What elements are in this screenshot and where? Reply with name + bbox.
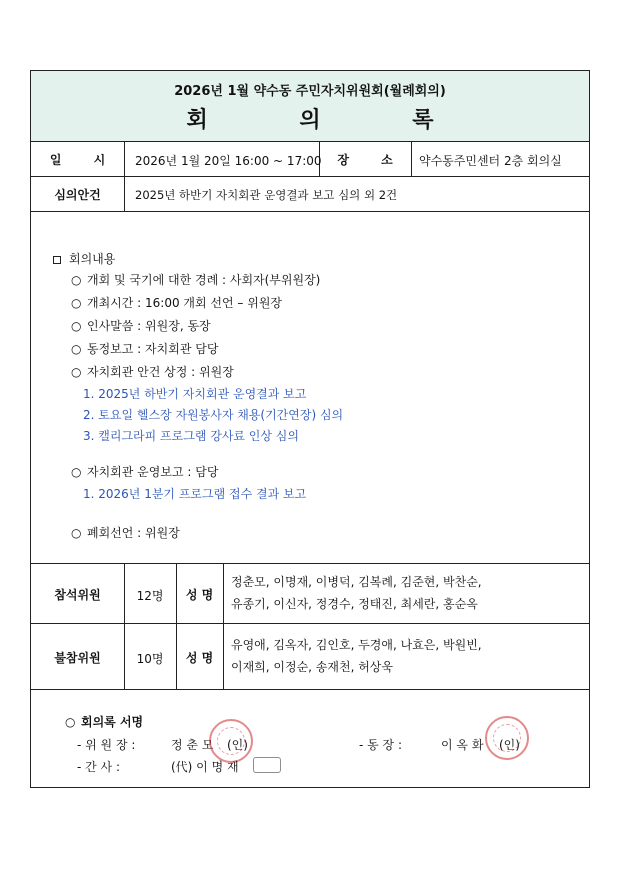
minutes-form <box>30 70 590 788</box>
content-heading <box>53 250 115 267</box>
content-item <box>71 317 211 334</box>
divider <box>124 563 125 689</box>
circle-bullet-icon: ○ <box>71 526 82 540</box>
square-bullet-icon <box>53 256 61 264</box>
circle-bullet-icon: ○ <box>71 296 82 310</box>
agenda-label: 심의안건 <box>54 188 101 202</box>
chair-label: - 위 원 장 : <box>77 738 136 752</box>
divider <box>176 563 177 689</box>
circle-bullet-icon: ○ <box>71 319 82 333</box>
content-heading-text: 회의내용 <box>69 252 116 266</box>
present-label: 참석위원 <box>54 588 101 602</box>
dong-seal-icon <box>485 716 529 760</box>
date-label: 일 시 <box>49 153 120 167</box>
divider <box>31 176 589 177</box>
meeting-subtitle: 2026년 1월 약수동 주민자치위원회(월례회의) <box>174 84 446 99</box>
content-item-text: 인사말씀 : 위원장, 동장 <box>87 319 211 333</box>
absent-names <box>231 634 482 678</box>
secretary-label: - 간 사 : <box>77 760 121 774</box>
closing-item <box>71 524 180 541</box>
dong-label: - 동 장 : <box>359 738 403 752</box>
divider <box>411 141 412 176</box>
present-names-line: 정춘모, 이명재, 이병덕, 김복례, 김준현, 박찬순, <box>231 575 482 589</box>
place-label: 장 소 <box>337 153 407 167</box>
present-names <box>231 571 482 615</box>
document-title: 회 의 록 <box>186 108 476 133</box>
content-item <box>71 294 282 311</box>
present-count: 12명 <box>136 589 164 603</box>
content-item-text: 동정보고 : 자치회관 담당 <box>87 342 219 356</box>
absent-count: 10명 <box>136 652 164 666</box>
circle-bullet-icon: ○ <box>71 273 82 287</box>
agenda-value: 2025년 하반기 자치회관 운영결과 보고 심의 외 2건 <box>135 188 398 202</box>
content-item <box>71 340 218 357</box>
report-item <box>71 463 218 480</box>
present-names-line: 유종기, 이신자, 정경수, 정태진, 최세란, 홍순옥 <box>231 597 478 611</box>
secretary-stamp-icon <box>253 757 281 773</box>
content-item-text: 개회 및 국기에 대한 경례 : 사회자(부위원장) <box>87 273 321 287</box>
dong-seal-mark: (인) <box>499 738 520 752</box>
agenda-item: 3. 캘리그라피 프로그램 강사료 인상 심의 <box>83 429 299 443</box>
report-item-text: 자치회관 운영보고 : 담당 <box>87 465 219 479</box>
header-band <box>31 71 589 141</box>
signature-heading-text: 회의록 서명 <box>81 715 144 729</box>
chair-name: 정 춘 모 <box>171 738 214 752</box>
divider <box>31 563 589 564</box>
date-value: 2026년 1월 20일 16:00 ~ 17:00 <box>135 154 322 168</box>
agenda-item: 2. 토요일 헬스장 자원봉사자 채용(기간연장) 심의 <box>83 408 344 422</box>
circle-bullet-icon: ○ <box>71 342 82 356</box>
content-item <box>71 363 234 380</box>
absent-names-line: 유영애, 김옥자, 김인호, 두경애, 나효은, 박원빈, <box>231 638 482 652</box>
circle-bullet-icon: ○ <box>71 465 82 479</box>
content-item-text: 개최시간 : 16:00 개회 선언 – 위원장 <box>87 296 283 310</box>
circle-bullet-icon: ○ <box>65 715 76 729</box>
agenda-item: 1. 2025년 하반기 자치회관 운영결과 보고 <box>83 387 307 401</box>
divider <box>31 141 589 142</box>
divider <box>31 689 589 690</box>
divider <box>124 141 125 211</box>
present-name-label: 성 명 <box>185 588 214 602</box>
divider <box>223 563 224 689</box>
closing-item-text: 폐회선언 : 위원장 <box>87 526 180 540</box>
report-subitem: 1. 2026년 1분기 프로그램 접수 결과 보고 <box>83 487 307 501</box>
chair-seal-icon <box>209 719 253 763</box>
content-item <box>71 271 320 288</box>
absent-names-line: 이재희, 이정순, 송재천, 허상욱 <box>231 660 393 674</box>
chair-seal-mark: (인) <box>227 738 248 752</box>
divider <box>31 623 589 624</box>
absent-label: 불참위원 <box>54 651 101 665</box>
absent-name-label: 성 명 <box>185 651 214 665</box>
place-value: 약수동주민센터 2층 회의실 <box>419 154 562 168</box>
divider <box>31 211 589 212</box>
dong-name: 이 옥 화 <box>441 738 484 752</box>
content-item-text: 자치회관 안건 상정 : 위원장 <box>87 365 234 379</box>
signature-heading <box>65 713 143 730</box>
secretary-name: (代) 이 명 재 <box>171 760 239 774</box>
circle-bullet-icon: ○ <box>71 365 82 379</box>
